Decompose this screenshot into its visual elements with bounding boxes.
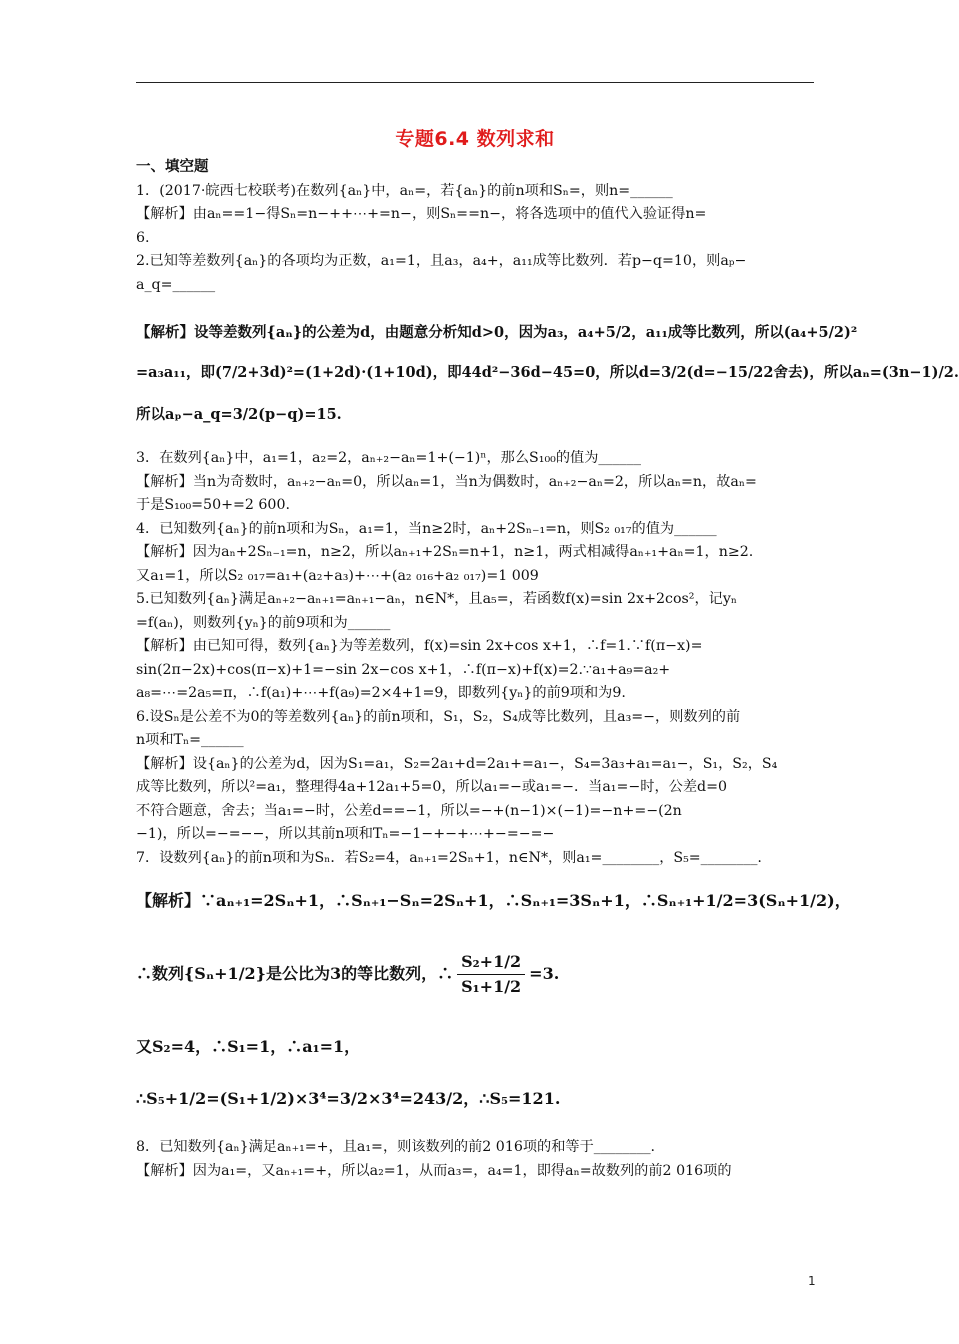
text-line: 【解析】由已知可得，数列{aₙ}为等差数列，f(x)=sin 2x+cos x+1，∴f=1.∵f(π−x)= xyxy=(136,638,703,654)
text-line: 7．设数列{aₙ}的前n项和为Sₙ．若S₂=4，aₙ₊₁=2Sₙ+1，n∈N*，则a₁=________，S₅=________. xyxy=(136,849,762,866)
text-line: 【解析】设{aₙ}的公差为d，因为S₁=a₁，S₂=2a₁+d=2a₁+=a₁−，S₄=3a₃+a₁=a₁−，S₁，S₂，S₄ xyxy=(136,755,778,772)
fraction xyxy=(457,950,525,998)
text-line: 于是S₁₀₀=50+=2 600. xyxy=(136,497,290,513)
text-line: 2.已知等差数列{aₙ}的各项均为正数，a₁=1，且a₃，a₄+，a₁₁成等比数列．若p−q=10，则aₚ− xyxy=(136,253,747,269)
solution-line xyxy=(136,924,816,1024)
text-line: 【解析】由aₙ==1−得Sₙ=n−++⋯+=n−，则Sₙ==n−，将各选项中的值代入验证得n= xyxy=(136,206,707,222)
solution-line: =a₃a₁₁，即(7/2+3d)²=(1+2d)·(1+10d)，即44d²−36d−45=0，所以d=3/2(d=−15/22舍去)，所以aₙ=(3n−1)/2. xyxy=(136,364,959,381)
text-line: −1)，所以=−=−−，所以其前n项和Tₙ=−1−+−+⋯+−=−=− xyxy=(136,826,555,842)
text-line: 6.设Sₙ是公差不为0的等差数列{aₙ}的前n项和，S₁，S₂，S₄成等比数列，且a₃=−，则数列的前 xyxy=(136,708,741,725)
page-title: 专题6.4 数列求和 xyxy=(395,128,555,150)
solution-7-image xyxy=(136,878,851,1128)
text-line: 成等比数列，所以²=a₁，整理得4a+12a₁+5=0，所以a₁=−或a₁=−．当a₁=−时，公差d=0 xyxy=(136,779,728,795)
problems-1-2 xyxy=(136,180,816,298)
text-line: sin(2π−2x)+cos(π−x)+1=−sin 2x−cos x+1，∴f(π−x)+f(x)=2.∵a₁+a₉=a₂+ xyxy=(136,661,671,678)
text-line: 3．在数列{aₙ}中，a₁=1，a₂=2，aₙ₊₂−aₙ=1+(−1)ⁿ，那么S₁₀₀的值为______ xyxy=(136,450,641,466)
text-line: 又a₁=1，所以S₂ ₀₁₇=a₁+(a₂+a₃)+⋯+(a₂ ₀₁₆+a₂ ₀₁₇)=1 009 xyxy=(136,567,539,584)
text-line: n项和Tₙ=______ xyxy=(136,732,244,748)
text-line: 【解析】因为aₙ+2Sₙ₋₁=n，n≥2，所以aₙ₊₁+2Sₙ=n+1，n≥1，两式相减得aₙ₊₁+aₙ=1，n≥2. xyxy=(136,544,754,560)
header-rule xyxy=(136,82,814,83)
fraction-denominator: S₁+1/2 xyxy=(461,976,522,996)
solution-text: ∴数列{Sₙ+1/2}是公比为3的等比数列，∴ xyxy=(136,964,454,984)
solution-line: 所以aₚ−a_q=3/2(p−q)=15. xyxy=(136,406,342,423)
solution-line: 【解析】设等差数列{aₙ}的公差为d，由题意分析知d>0，因为a₃，a₄+5/2，a₁₁成等比数列，所以(a₄+5/2)² xyxy=(136,324,858,341)
text-line: 6. xyxy=(136,229,150,246)
solution-line: 又S₂=4，∴S₁=1，∴a₁=1， xyxy=(136,1037,361,1056)
document-body xyxy=(136,156,959,1183)
text-line: a_q=______ xyxy=(136,276,216,293)
solution-2-image xyxy=(136,315,959,435)
text-line: 【解析】因为a₁=，又aₙ₊₁=+，所以a₂=1，从而a₃=，a₄=1，即得aₙ=故数列的前2 016项的 xyxy=(136,1162,732,1179)
text-line: 1．(2017·皖西七校联考)在数列{aₙ}中，aₙ=，若{aₙ}的前n项和Sₙ=，则n=______ xyxy=(136,182,673,199)
section-heading: 一、填空题 xyxy=(136,159,209,175)
solution-text: =3. xyxy=(529,964,560,984)
text-line: a₈=⋯=2a₅=π，∴f(a₁)+⋯+f(a₉)=2×4+1=9，即数列{yₙ}的前9项和为9. xyxy=(136,685,626,701)
solution-line: 【解析】∵aₙ₊₁=2Sₙ+1，∴Sₙ₊₁−Sₙ=2Sₙ+1，∴Sₙ₊₁=3Sₙ+1，∴Sₙ₊₁+1/2=3(Sₙ+1/2)， xyxy=(136,891,851,910)
text-line: 5.已知数列{aₙ}满足aₙ₊₂−aₙ₊₁=aₙ₊₁−aₙ，n∈N*，且a₅=，若函数f(x)=sin 2x+2cos²，记yₙ xyxy=(136,591,737,607)
page-number: 1 xyxy=(808,1274,816,1288)
problem-8 xyxy=(136,1136,816,1183)
solution-line: ∴S₅+1/2=(S₁+1/2)×3⁴=3/2×3⁴=243/2，∴S₅=121. xyxy=(136,1089,561,1108)
fraction-numerator: S₂+1/2 xyxy=(457,950,525,975)
text-line: =f(aₙ)，则数列{yₙ}的前9项和为______ xyxy=(136,614,391,631)
text-line: 8．已知数列{aₙ}满足aₙ₊₁=+，且a₁=，则该数列的前2 016项的和等于________. xyxy=(136,1139,656,1155)
text-line: 不符合题意，舍去；当a₁=−时，公差d==−1，所以=−+(n−1)×(−1)=−n+=−(2n xyxy=(136,802,682,819)
text-line: 【解析】当n为奇数时，aₙ₊₂−aₙ=0，所以aₙ=1，当n为偶数时，aₙ₊₂−aₙ=2，所以aₙ=n，故aₙ= xyxy=(136,473,757,490)
text-line: 4．已知数列{aₙ}的前n项和为Sₙ，a₁=1，当n≥2时，aₙ+2Sₙ₋₁=n，则S₂ ₀₁₇的值为______ xyxy=(136,520,717,537)
problems-3-7 xyxy=(136,447,816,870)
